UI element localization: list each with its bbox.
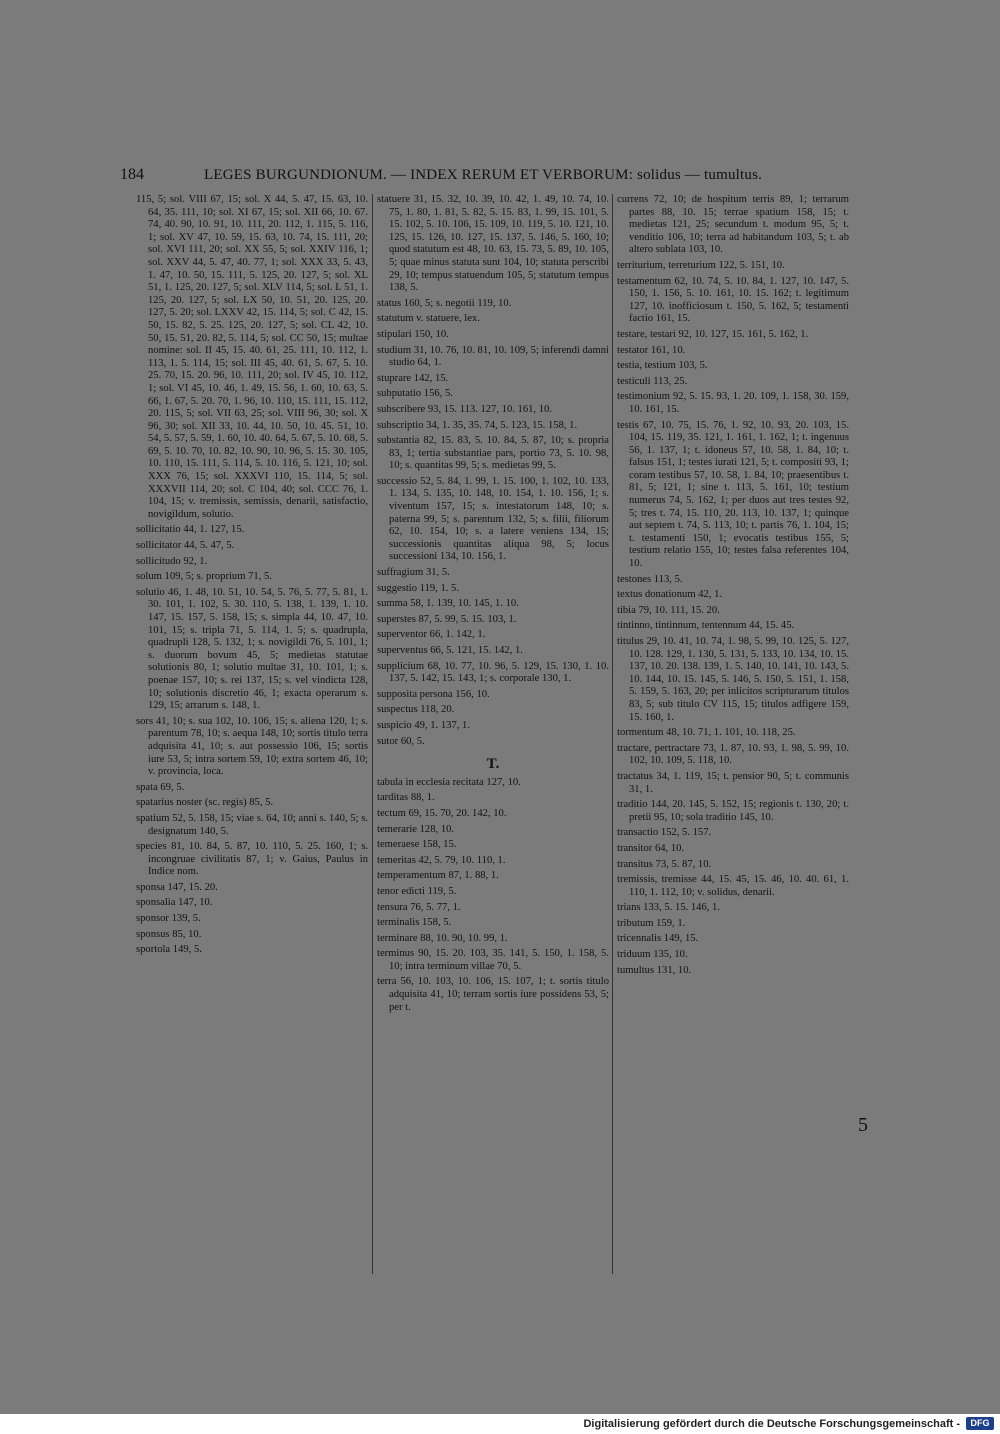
index-entry: superventor 66, 1. 142, 1. xyxy=(377,629,486,641)
index-entry: sponsa 147, 15. 20. xyxy=(136,881,218,893)
dfg-logo: DFG xyxy=(966,1417,994,1430)
index-column-1 xyxy=(136,194,368,1274)
index-entry: sutor 60, 5. xyxy=(377,735,425,747)
index-entry: sollicitator 44, 5. 47, 5. xyxy=(136,540,235,552)
index-entry: tractatus 34, 1. 119, 15; t. pensior 90, 5; t. communis 31, 1. xyxy=(617,770,849,795)
index-entry: superventus 66, 5. 121, 15. 142, 1. xyxy=(377,645,523,656)
index-entry: subscriptio 34, 1. 35, 35. 74, 5. 123, 15. 158, 1. xyxy=(377,419,578,431)
index-entry: testis 67, 10. 75, 15. 76, 1. 92, 10. 93, 20. 103, 15. 104, 15. 119, 35. 121, 1. 161, 1. 162, 1; t. ingenuus 56, 1. 137, 1; t. idoneus 57, 10. 58, 1. 84, 10; t. falsus 151, 1; testes iurati 121, 5; t. compositi 93, 1; coram testibus 57, 10. 58, 1. 84, 10; praesentibus t. 81, 5; 121, 1; sine t. 113, 5. 161, 10; testium numerus 74, 5. 162, 1; per duos aut tres testes 92, 5; tres t. 74, 15. 110, 20. 113, 10. 137, 1; quinque aut septem t. 74, 5. 113, 10; t. partis 76, 1. 104, 15; t. testamenti 150, 1; evocatis testibus 155, 5; testium relatio 155, 10; testes falsa referentes 104, 10. xyxy=(617,419,849,570)
index-entry: testia, testium 103, 5. xyxy=(617,360,708,372)
index-entry: suspectus 118, 20. xyxy=(377,704,455,716)
index-entry: sors 41, 10; s. sua 102, 10. 106, 15; s. aliena 120, 1; s. parentum 78, 10; s. aequa 148, 10; sortis titulo terra adquisita 41, 10; s. aut possessio 106, 15; sortis iure 53, 5; intra sortem 59, 10; extra sortem 46, 10; v. provincia, loca. xyxy=(136,715,368,778)
index-entry: tricennalis 149, 15. xyxy=(617,933,699,945)
index-entry: temeritas 42, 5. 79, 10. 110, 1. xyxy=(377,854,506,866)
running-title: LEGES BURGUNDIONUM. — INDEX RERUM ET VERBORUM: solidus — tumultus. xyxy=(204,167,763,183)
index-entry: tabula in ecclesia recitata 127, 10. xyxy=(377,776,521,788)
index-entry: tributum 159, 1. xyxy=(617,917,686,929)
index-entry: tormentum 48, 10. 71, 1. 101, 10. 118, 25. xyxy=(617,727,796,739)
index-entry: 115, 5; sol. VIII 67, 15; sol. X 44, 5. 47, 15. 63, 10. 64, 35. 111, 10; sol. XI 67, 15; sol. XII 66, 10. 67. 74, 40. 90, 10. 91, 10. 111, 20. 112, 1. 115, 5. 116, 1; sol. XV 47, 10. 59, 15. 63, 10. 74, 15. 111, 20; sol. XVI 111, 20; sol. XX 55, 5; sol. XXIV 116, 1; sol. XXV 44, 5. 47, 40. 77, 1; sol. XXX 33, 5. 43, 1. 47, 10. 50, 15. 111, 5. 125, 20. 127, 5; sol. XL 51, 1. 125, 20. 127, 5; sol. XLV 114, 5; sol. L 51, 1. 125, 20. 127, 5; sol. LX 50, 10. 51, 20. 125, 20. 127, 5. 20; sol. LXXV 42, 15. 114, 5; sol. C 42, 15. 50, 15. 82, 5. 25. 125, 20. 127, 5; sol. CL 42, 10. 50, 15. 51, 20. 82, 5. 114, 5; sol. CC 50, 15; multae nomine: sol. II 45, 15. 40. 61, 25. 111, 10. 112, 1. 113, 1. 5. 114, 15; sol. III 45, 40. 61, 5. 67, 5. 10. 25. 70, 15. 20. 96, 10. 111, 20; sol. IV 45, 10. 112, 1; sol. VI 45, 10. 46, 1. 49, 15. 56, 1. 60, 10. 63, 5. 66, 1. 67, 5. 20. 70, 1. 96, 10. 110, 15. 111, 15. 112, 20. 115, 5; sol. VII 63, 25; sol. VIII 96, 30; sol. X 96, 30; sol. XII 33, 10. 44, 10. 50, 10. 45. 51, 10. 54, 5. 57, 5. 59, 1. 60, 10. 40. 64, 5. 67, 5. 10. 68, 5. 69, 5. 10. 70, 10. 82, 10. 90, 10. 96, 5. 15. 30. 105, 10. 110, 15. 111, 5. 114, 5. 10. 116, 5. 121, 10; sol. XXX 76, 15; sol. XXXVI 110, 15. 114, 5; sol. XXXVII 114, 20; sol. C 104, 40; sol. CCC 76, 1. 104, 15; v. tremissis, semissis, denarii, satisfactio, novigildum, solutio. xyxy=(136,194,368,520)
index-entry: terra 56, 10. 103, 10. 106, 15. 107, 1; t. sortis titulo adquisita 41, 10; terram sortis iure possidens 53, 5; per t. xyxy=(377,976,609,1013)
index-entry: currens 72, 10; de hospitum terris 89, 1; terrarum partes 88, 10. 15; terrae spatium 158, 15; t. medietas 121, 25; secundum t. modum 95, 5; t. venditio 106, 10; terra ad habitandum 103, 5; t. ab altero sublata 103, 10. xyxy=(617,194,849,256)
index-column-3 xyxy=(612,194,849,1274)
index-entry: transactio 152, 5. 157. xyxy=(617,827,712,839)
index-entry: spatarius noster (sc. regis) 85, 5. xyxy=(136,797,274,809)
index-entry: tarditas 88, 1. xyxy=(377,792,435,804)
index-entry: terminus 90, 15. 20. 103, 35. 141, 5. 150, 1. 158, 5. 10; intra terminum villae 70, 5. xyxy=(377,948,609,972)
index-entry: triduum 135, 10. xyxy=(617,949,688,961)
margin-note: 5 xyxy=(858,1114,868,1136)
index-entry: spatium 52, 5. 158, 15; viae s. 64, 10; anni s. 140, 5; s. designatum 140, 5. xyxy=(136,812,368,837)
index-entry: testamentum 62, 10. 74, 5. 10. 84, 1. 127, 10. 147, 5. 150, 1. 156, 5. 10. 161, 10. 15. 162; t. legitimum 127, 10. inofficiosum t. 150, 5. 162, 5; testamenti factio 161, 15. xyxy=(617,275,849,325)
index-entry: testimonium 92, 5. 15. 93, 1. 20. 109, 1. 158, 30. 159, 10. 161, 15. xyxy=(617,391,849,415)
index-entry: temperamentum 87, 1. 88, 1. xyxy=(377,870,499,882)
footer-bar xyxy=(0,1414,1000,1434)
index-entry: supposita persona 156, 10. xyxy=(377,688,490,700)
index-entry: superstes 87, 5. 99, 5. 15. 103, 1. xyxy=(377,613,517,625)
index-entry: statuere 31, 15. 32, 10. 39, 10. 42, 1. 49, 10. 74, 10. 75, 1. 80, 1. 81, 5. 82, 5. 15. 83, 1. 99, 15. 101, 5. 15. 102, 5. 10. 106, 15. 109, 10. 119, 5. 10. 121, 10. 125, 15. 126, 10. 127, 15. 137, 5. 146, 5. 160, 10; quod statutum est 48, 10. 63, 15. 73, 5. 89, 10. 105, 5; quae minus statuta sunt 104, 10; statuta perscribi 29, 10; tempus statuendum 105, 5; statutum tempus 138, 5. xyxy=(377,194,609,294)
index-entry: tintinno, tintinnum, tentennum 44, 15. 45. xyxy=(617,620,795,632)
index-entry: temerarie 128, 10. xyxy=(377,823,455,835)
index-entry: suggestio 119, 1. 5. xyxy=(377,582,460,594)
index-entry: successio 52, 5. 84, 1. 99, 1. 15. 100, 1. 102, 10. 133, 1. 134, 5. 135, 10. 148, 10. 154, 1. 10. 156, 1; s. viventum 157, 15; s. intestatorum 148, 10; s. paterna 99, 5; s. parentum 132, 5; s. filii, filiorum 62, 10. 154, 10; s. a latere veniens 134, 15; successionis quantitas aliqua 98, 5; locus successioni 134, 10. 156, 1. xyxy=(377,475,609,563)
index-entry: sollicitudo 92, 1. xyxy=(136,555,208,567)
index-entry: transitor 64, 10. xyxy=(617,842,685,854)
index-entry: trians 133, 5. 15. 146, 1. xyxy=(617,902,720,914)
index-entry: subputatio 156, 5. xyxy=(377,388,453,400)
section-letter: T. xyxy=(486,756,500,773)
index-entry: testones 113, 5. xyxy=(617,573,683,585)
index-entry: spata 69, 5. xyxy=(136,781,185,793)
index-entry: substantia 82, 15. 83, 5. 10. 84, 5. 87, 10; s. propria 83, 1; tertia substantiae pars, portio 73, 5. 10. 98, 10; s. quantitas 99, 5; s. medietas 99, 5. xyxy=(377,435,609,472)
index-entry: testiculi 113, 25. xyxy=(617,375,688,387)
index-entry: studium 31, 10. 76, 10. 81, 10. 109, 5; inferendi damni studio 64, 1. xyxy=(377,344,609,369)
funding-note: Digitalisierung gefördert durch die Deutsche Forschungsgemeinschaft - xyxy=(583,1418,960,1430)
index-entry: sportola 149, 5. xyxy=(136,944,202,956)
index-entry: testator 161, 10. xyxy=(617,344,686,356)
index-entry: supplicium 68, 10. 77, 10. 96, 5. 129, 15. 130, 1. 10. 137, 5. 142, 15. 143, 1; s. corporale 130, 1. xyxy=(377,660,609,685)
index-entry: tenor edicti 119, 5. xyxy=(377,885,457,897)
index-entry: transitus 73, 5. 87, 10. xyxy=(617,858,712,870)
index-entry: suspicio 49, 1. 137, 1. xyxy=(377,719,470,731)
index-entry: tectum 69, 15. 70, 20. 142, 10. xyxy=(377,807,507,819)
page-header xyxy=(120,166,860,188)
index-entry: titulus 29, 10. 41, 10. 74, 1. 98, 5. 99, 10. 125, 5. 127, 10. 128. 129, 1. 130, 5. 131, 5. 133, 10. 134, 10. 15. 137, 10. 20. 138. 139, 1. 5. 140, 10. 141, 10. 143, 5. 10. 144, 10. 15. 145, 5. 146, 5. 150, 5. 151, 1. 158, 5. 159, 5. 163, 20; per inlicitos scripturarum titulos 83, 5; sub titulo CV 115, 15; titulos adfigere 159, 15. 160, 1. xyxy=(617,636,849,723)
index-entry: temeraese 158, 15. xyxy=(377,839,457,851)
index-entry: territurium, terreturium 122, 5. 151, 10. xyxy=(617,259,785,271)
index-entry: species 81, 10. 84, 5. 87, 10. 110, 5. 25. 160, 1; s. incongruae civilitatis 87, 1; v. Gaius, Paulus in Indice nom. xyxy=(136,841,368,878)
index-entry: tensura 76, 5. 77, 1. xyxy=(377,901,461,913)
index-entry: solutio 46, 1. 48, 10. 51, 10. 54, 5. 76, 5. 77, 5. 81, 1. 30. 101, 1. 102, 5. 30. 110, 5. 138, 1. 139, 1. 10. 147, 15. 157, 5. 158, 15; s. simpla 44, 10. 47, 10. 101, 15; s. tripla 71, 5. 114, 1. 5; s. quadrupla, quadrupli 128, 5. 132, 1; s. novigildi 76, 5. 101, 1; s. duorum bovum 45, 5; medietas statutae solutionis 80, 1; solutio multae 31, 10. 101, 1; s. poenae 157, 10; s. rei 137, 15; s. vel vindicta 128, 10; solutionis discretio 46, 1; exacta operarum s. 129, 15; arrarum s. 148, 1. xyxy=(136,586,368,712)
index-entry: statutum v. statuere, lex. xyxy=(377,313,480,325)
index-entry: status 160, 5; s. negotii 119, 10. xyxy=(377,297,512,309)
index-entry: sponsalia 147, 10. xyxy=(136,897,213,909)
index-entry: tibia 79, 10. 111, 15. 20. xyxy=(617,604,720,616)
index-entry: terminalis 158, 5. xyxy=(377,917,452,929)
index-entry: sponsor 139, 5. xyxy=(136,913,201,925)
page-number: 184 xyxy=(120,166,144,183)
index-entry: terminare 88, 10. 90, 10. 99, 1. xyxy=(377,932,508,944)
index-entry: traditio 144, 20. 145, 5. 152, 15; regionis t. 130, 20; t. pretii 95, 10; sola traditio 145, 10. xyxy=(617,799,849,823)
index-entry: sollicitatio 44, 1. 127, 15. xyxy=(136,524,245,536)
index-entry: stuprare 142, 15. xyxy=(377,372,449,384)
index-entry: tumultus 131, 10. xyxy=(617,964,692,976)
index-entry: textus donationum 42, 1. xyxy=(617,589,723,601)
index-entry: sponsus 85, 10. xyxy=(136,928,202,940)
index-entry: tractare, pertractare 73, 1. 87, 10. 93, 1. 98, 5. 99, 10. 102, 10. 109, 5. 118, 10. xyxy=(617,742,849,767)
index-entry: solum 109, 5; s. proprium 71, 5. xyxy=(136,571,272,583)
index-entry: testare, testari 92, 10. 127, 15. 161, 5. 162, 1. xyxy=(617,328,809,340)
index-entry: stipulari 150, 10. xyxy=(377,328,449,340)
index-entry: summa 58, 1. 139, 10. 145, 1. 10. xyxy=(377,598,519,610)
index-entry: subscribere 93, 15. 113. 127, 10. 161, 10. xyxy=(377,403,552,415)
index-entry: suffragium 31, 5. xyxy=(377,567,450,579)
index-entry: tremissis, tremisse 44, 15. 45, 15. 46, 10. 40. 61, 1. 110, 1. 112, 10; v. solidus, denarii. xyxy=(617,874,849,898)
index-column-2 xyxy=(372,194,609,1274)
